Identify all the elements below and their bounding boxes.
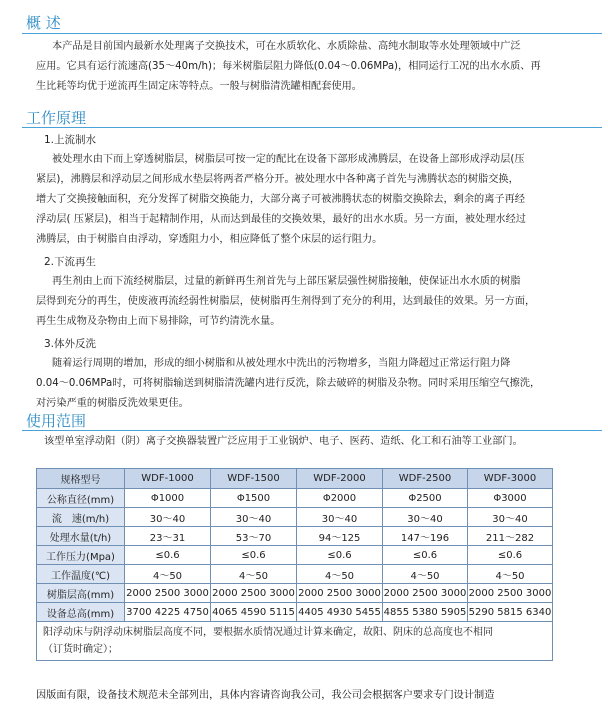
table-cell: Φ2000 [297, 489, 383, 508]
upflow-line-4: 浮动层( 压紧层)，相当于起精制作用，从而达到最佳的交换效果，最好的出水水质。另一方面，被处理水经过 [36, 214, 526, 225]
header-spec-model: 规格型号 [37, 469, 125, 489]
usage-rule [22, 430, 602, 431]
row-label: 处理水量(t/h) [37, 527, 125, 546]
table-note-line-1: 阳浮动床与阴浮动床树脂层高度不同，要根据水质情况通过计算来确定，故阳、阴床的总高度也不相同 [43, 627, 493, 638]
table-cell: 23～31 [125, 527, 211, 546]
principle-sub-upflow: 1.上流制水 [44, 134, 97, 146]
principle-sub-backwash: 3.体外反洗 [44, 338, 97, 350]
principle-rule [22, 127, 602, 128]
principle-sub-downflow: 2.下流再生 [44, 256, 97, 268]
overview-line-3: 生比耗等均优于逆流再生固定床等特点。一般与树脂清洗罐相配套使用。 [36, 81, 362, 92]
table-row [37, 546, 553, 565]
table-cell: 5290 5815 6340 [468, 603, 553, 622]
table-cell: 30～40 [297, 508, 383, 527]
upflow-line-1: 被处理水由下而上穿透树脂层，树脂层可按一定的配比在设备下部形成沸腾层，在设备上部形成浮动层(压 [52, 154, 525, 165]
table-cell: 53～70 [211, 527, 297, 546]
table-cell: 2000 2500 3000 [468, 584, 553, 603]
downflow-line-1: 再生剂由上而下流经树脂层，过量的新鲜再生剂首先与上部压紧层强性树脂接触，使保证出水水质的树脂 [52, 276, 521, 287]
table-cell: Φ1500 [211, 489, 297, 508]
backwash-line-2: 0.04～0.06MPa时，可将树脂输送到树脂清洗罐内进行反洗，除去破碎的树脂及杂物。同时采用压缩空气擦洗， [36, 378, 541, 389]
principle-title: 工作原理 [26, 109, 87, 127]
upflow-line-2: 紧层)，沸腾层和浮动层之间形成水垫层将两者严格分开。被处理水中各种离子首先与沸腾状态的树脂交换， [36, 174, 519, 185]
overview-line-2: 应用。它具有运行流速高(35～40m/h)；每米树脂层阻力降低(0.04～0.06MPa)，相同运行工况的出水水质、再 [36, 61, 541, 72]
header-wdf-1000: WDF-1000 [125, 469, 211, 489]
table-cell: 30～40 [383, 508, 468, 527]
table-cell: ≤0.6 [468, 546, 553, 565]
table-header-row [37, 469, 553, 489]
table-cell: 4～50 [125, 565, 211, 584]
table-cell: 30～40 [211, 508, 297, 527]
table-cell: Φ1000 [125, 489, 211, 508]
table-cell: Φ3000 [468, 489, 553, 508]
table-cell: 94～125 [297, 527, 383, 546]
row-label: 树脂层高(mm) [37, 584, 125, 603]
table-cell: 4～50 [211, 565, 297, 584]
table-cell: 2000 2500 3000 [383, 584, 468, 603]
table-row [37, 565, 553, 584]
row-label: 公称直径(mm) [37, 489, 125, 508]
table-cell: 30～40 [125, 508, 211, 527]
table-cell: 4405 4930 5455 [297, 603, 383, 622]
table-row [37, 584, 553, 603]
row-label: 设备总高(mm) [37, 603, 125, 622]
table-note-row [37, 622, 553, 661]
table-row [37, 489, 553, 508]
table-cell: ≤0.6 [383, 546, 468, 565]
header-wdf-1500: WDF-1500 [211, 469, 297, 489]
row-label: 流 速(m/h) [37, 508, 125, 527]
upflow-line-3: 增大了交换接触面积，充分发挥了树脂交换能力，大部分离子可被沸腾状态的树脂交换除去，剩余的离子再经 [36, 194, 525, 205]
row-label: 工作压力(Mpa) [37, 546, 125, 565]
spec-table [36, 468, 553, 661]
table-cell: 2000 2500 3000 [211, 584, 297, 603]
table-cell: Φ2500 [383, 489, 468, 508]
table-cell: 211～282 [468, 527, 553, 546]
header-wdf-3000: WDF-3000 [468, 469, 553, 489]
table-row [37, 508, 553, 527]
table-note [37, 622, 553, 661]
table-row [37, 603, 553, 622]
table-cell: ≤0.6 [297, 546, 383, 565]
usage-title: 使用范围 [26, 412, 87, 430]
backwash-line-1: 随着运行周期的增加，形成的细小树脂和从被处理水中洗出的污物增多，当阻力降超过正常运行阻力降 [52, 358, 511, 369]
footer-text: 因版面有限，设备技术规范未全部列出，具体内容请咨询我公司，我公司会根据客户要求专门设计制造 [36, 690, 495, 701]
table-cell: 4～50 [468, 565, 553, 584]
table-cell: 3700 4225 4750 [125, 603, 211, 622]
table-note-line-2: （订货时确定）； [43, 644, 118, 655]
table-cell: ≤0.6 [211, 546, 297, 565]
overview-rule [22, 33, 602, 34]
table-cell: 4065 4590 5115 [211, 603, 297, 622]
table-cell: ≤0.6 [125, 546, 211, 565]
upflow-line-5: 沸腾层，由于树脂自由浮动，穿透阻力小，相应降低了整个床层的运行阻力。 [36, 234, 383, 245]
table-cell: 4～50 [383, 565, 468, 584]
overview-title: 概 述 [26, 14, 61, 32]
row-label: 工作温度(℃) [37, 565, 125, 584]
usage-text: 该型单室浮动阳（阴）离子交换器装置广泛应用于工业锅炉、电子、医药、造纸、化工和石油等工业部门。 [44, 436, 523, 447]
table-cell: 2000 2500 3000 [125, 584, 211, 603]
table-cell: 147～196 [383, 527, 468, 546]
table-row [37, 527, 553, 546]
table-cell: 30～40 [468, 508, 553, 527]
downflow-line-3: 再生生成物及杂物由上而下易排除，可节约清洗水量。 [36, 316, 281, 327]
header-wdf-2500: WDF-2500 [383, 469, 468, 489]
table-cell: 4855 5380 5905 [383, 603, 468, 622]
header-wdf-2000: WDF-2000 [297, 469, 383, 489]
table-cell: 4～50 [297, 565, 383, 584]
overview-line-1: 本产品是目前国内最新水处理离子交换技术，可在水质软化、水质除盐、高纯水制取等水处理领域中广泛 [52, 41, 521, 52]
backwash-line-3: 对污染严重的树脂反洗效果更佳。 [36, 398, 189, 409]
table-cell: 2000 2500 3000 [297, 584, 383, 603]
downflow-line-2: 层得到充分的再生，使废液再流经弱性树脂层，使树脂再生剂得到了充分的利用，达到最佳的效果。另一方面， [36, 296, 536, 307]
